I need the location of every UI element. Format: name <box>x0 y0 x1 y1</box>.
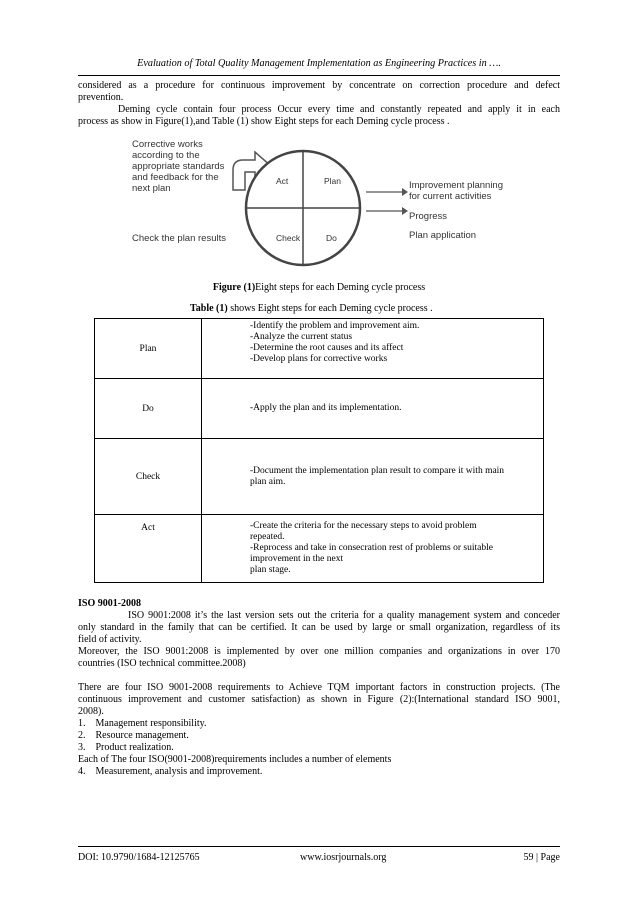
iso-p1-line-2: only standard in the family that can be certified. It can be used by large or small organization, regardless of its <box>78 622 560 633</box>
steps-cell: -Apply the plan and its implementation. <box>202 379 544 439</box>
arrow-right-icon <box>402 188 408 196</box>
figure-right-text-progress: Progress <box>409 211 448 222</box>
footer-website-link[interactable]: www.iosrjournals.org <box>300 852 387 863</box>
list-item: 2. Resource management. <box>78 730 189 741</box>
figure-right-text-application: Plan application <box>409 230 477 241</box>
intro-line-3: Deming cycle contain four process Occur every time and constantly repeated and apply it in each <box>118 104 560 115</box>
intro-line-4: process as show in Figure(1),and Table (1) show Eight steps for each Deming cycle process . <box>78 116 450 127</box>
figure-left-text-check: Check the plan results <box>132 233 226 244</box>
table-row-check <box>95 439 544 515</box>
list-item: 3. Product realization. <box>78 742 174 753</box>
table-row-plan <box>95 319 544 379</box>
steps-cell: -Document the implementation plan result to compare it with main plan aim. <box>202 439 544 515</box>
iso-p1-line-1: ISO 9001:2008 it’s the last version sets out the criteria for a quality management system and conceder <box>128 610 560 621</box>
intro-line-2: prevention. <box>78 92 124 103</box>
header-rule <box>78 75 560 76</box>
footer-page-number: 59 | Page <box>523 852 560 863</box>
table-row-do <box>95 379 544 439</box>
iso-p3-line-3: 2008). <box>78 706 104 717</box>
figure-caption: Figure (1)Eight steps for each Deming cycle process <box>212 282 426 293</box>
figure-arrows <box>366 188 408 224</box>
intro-line-1: considered as a procedure for continuous improvement by concentrate on correction procedure and defect <box>78 80 560 91</box>
figure-right-text-improvement: Improvement planning for current activities <box>409 180 503 202</box>
iso-p3-line-2: continuous improvement and customer satisfaction) as shown in Figure (2):(International standard ISO 9001, <box>78 694 560 705</box>
iso-p3-line-1: There are four ISO 9001-2008 requirements to Achieve TQM important factors in construction projects. (The <box>78 682 560 693</box>
phase-cell: Do <box>95 379 202 439</box>
quadrant-plan: Plan <box>324 176 342 186</box>
phase-cell: Check <box>95 439 202 515</box>
iso-note: Each of The four ISO(9001-2008)requirements includes a number of elements <box>78 754 392 765</box>
phase-cell: Act <box>95 515 202 583</box>
footer-doi: DOI: 10.9790/1684-12125765 <box>78 852 200 863</box>
steps-cell: -Identify the problem and improvement aim. -Analyze the current status -Determine the root causes and its affect -Develop plans for corrective works <box>202 319 544 379</box>
section-heading-iso: ISO 9001-2008 <box>78 598 142 609</box>
running-header: Evaluation of Total Quality Management Implementation as Engineering Practices in …. <box>137 58 501 69</box>
footer-rule <box>78 846 560 847</box>
figure-left-text-corrective: Corrective works according to the appropriate standards and feedback for the next plan <box>132 139 225 194</box>
iso-p2-line-2: countries (ISO technical committee.2008) <box>78 658 246 669</box>
table-row-act <box>95 515 544 583</box>
table-title: Table (1) shows Eight steps for each Deming cycle process . <box>190 303 433 314</box>
quadrant-act: Act <box>276 176 289 186</box>
quadrant-do: Do <box>326 233 337 243</box>
quadrant-check: Check <box>276 233 301 243</box>
steps-cell: -Create the criteria for the necessary steps to avoid problem repeated. -Reprocess and take in consecration rest of problems or suitable improvement in the next plan stage. <box>202 515 544 583</box>
list-item: 1. Management responsibility. <box>78 718 207 729</box>
deming-steps-table <box>94 318 544 583</box>
arrow-right-icon <box>402 207 408 215</box>
list-item: 4. Measurement, analysis and improvement. <box>78 766 263 777</box>
iso-p1-line-3: field of activity. <box>78 634 142 645</box>
iso-p2-line-1: Moreover, the ISO 9001:2008 is implemented by over one million companies and organizations in over 170 <box>78 646 560 657</box>
phase-cell: Plan <box>95 319 202 379</box>
